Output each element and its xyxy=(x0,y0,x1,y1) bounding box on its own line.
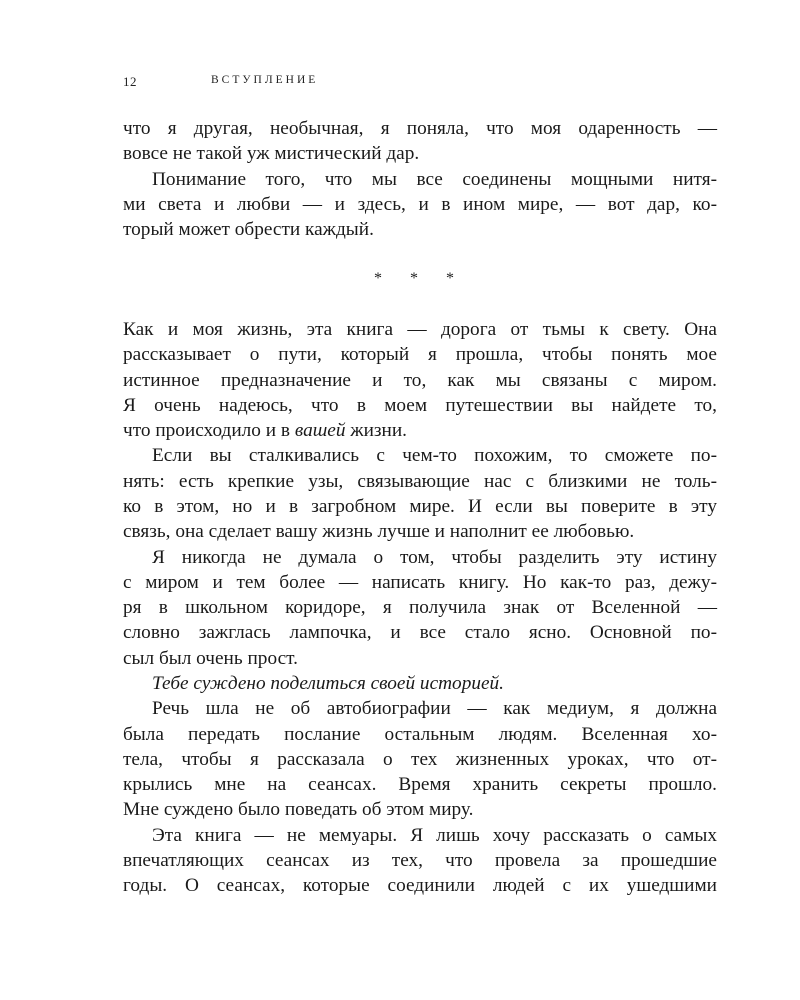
text-line: ми света и любви — и здесь, и в ином мире, — вот дар, ко- xyxy=(123,194,717,215)
emphasis: Тебе суждено поделиться своей историей. xyxy=(152,673,504,694)
text-line: годы. О сеансах, которые соединили людей с их ушедшими xyxy=(123,875,717,896)
text-line: Эта книга — не мемуары. Я лишь хочу рассказать о самых xyxy=(152,825,717,846)
text-line: Я очень надеюсь, что в моем путешествии вы найдете то, xyxy=(123,395,717,416)
text-line: Если вы сталкивались с чем-то похожим, то сможете по- xyxy=(152,445,717,466)
text-line: что происходило и в вашей жизни. xyxy=(123,420,408,441)
text-line: что я другая, необычная, я поняла, что моя одаренность — xyxy=(123,118,717,139)
text-line: Понимание того, что мы все соединены мощными нитя- xyxy=(152,169,717,190)
text-line xyxy=(152,671,717,696)
text-line: словно зажглась лампочка, и все стало ясно. Основной по- xyxy=(123,622,717,643)
text-line: Речь шла не об автобиографии — как медиум, я должна xyxy=(152,698,717,719)
text-line: торый может обрести каждый. xyxy=(123,219,374,240)
text-line: была передать послание остальным людям. Вселенная хо- xyxy=(123,724,717,745)
text-line: вовсе не такой уж мистический дар. xyxy=(123,143,420,164)
text-line: рассказывает о пути, который я прошла, чтобы понять мое xyxy=(123,344,717,365)
text-line: истинное предназначение и то, как мы связаны с миром. xyxy=(123,370,717,391)
text-line: тела, чтобы я рассказала о тех жизненных уроках, что от- xyxy=(123,749,717,770)
emphasis: вашей xyxy=(294,420,346,441)
text-line: Я никогда не думала о том, чтобы разделить эту истину xyxy=(152,547,717,568)
section-title: ВСТУПЛЕНИЕ xyxy=(211,74,319,86)
text-line: ко в этом, но и в загробном мире. И если вы поверите в эту xyxy=(123,496,717,517)
page-number: 12 xyxy=(123,74,137,89)
section-separator: * * * xyxy=(374,270,466,287)
text-line: Мне суждено было поведать об этом миру. xyxy=(123,799,474,820)
text-line: крылись мне на сеансах. Время хранить секреты прошло. xyxy=(123,774,717,795)
text-line: ря в школьном коридоре, я получила знак от Вселенной — xyxy=(123,597,717,618)
text-line: нять: есть крепкие узы, связывающие нас с близкими не толь- xyxy=(123,471,717,492)
text-line: сыл был очень прост. xyxy=(123,648,298,669)
text-line: впечатляющих сеансах из тех, что провела за прошедшие xyxy=(123,850,717,871)
text-line: связь, она сделает вашу жизнь лучше и наполнит ее любовью. xyxy=(123,521,635,542)
text-line: с миром и тем более — написать книгу. Но как-то раз, дежу- xyxy=(123,572,717,593)
text-line: Как и моя жизнь, эта книга — дорога от тьмы к свету. Она xyxy=(123,319,717,340)
